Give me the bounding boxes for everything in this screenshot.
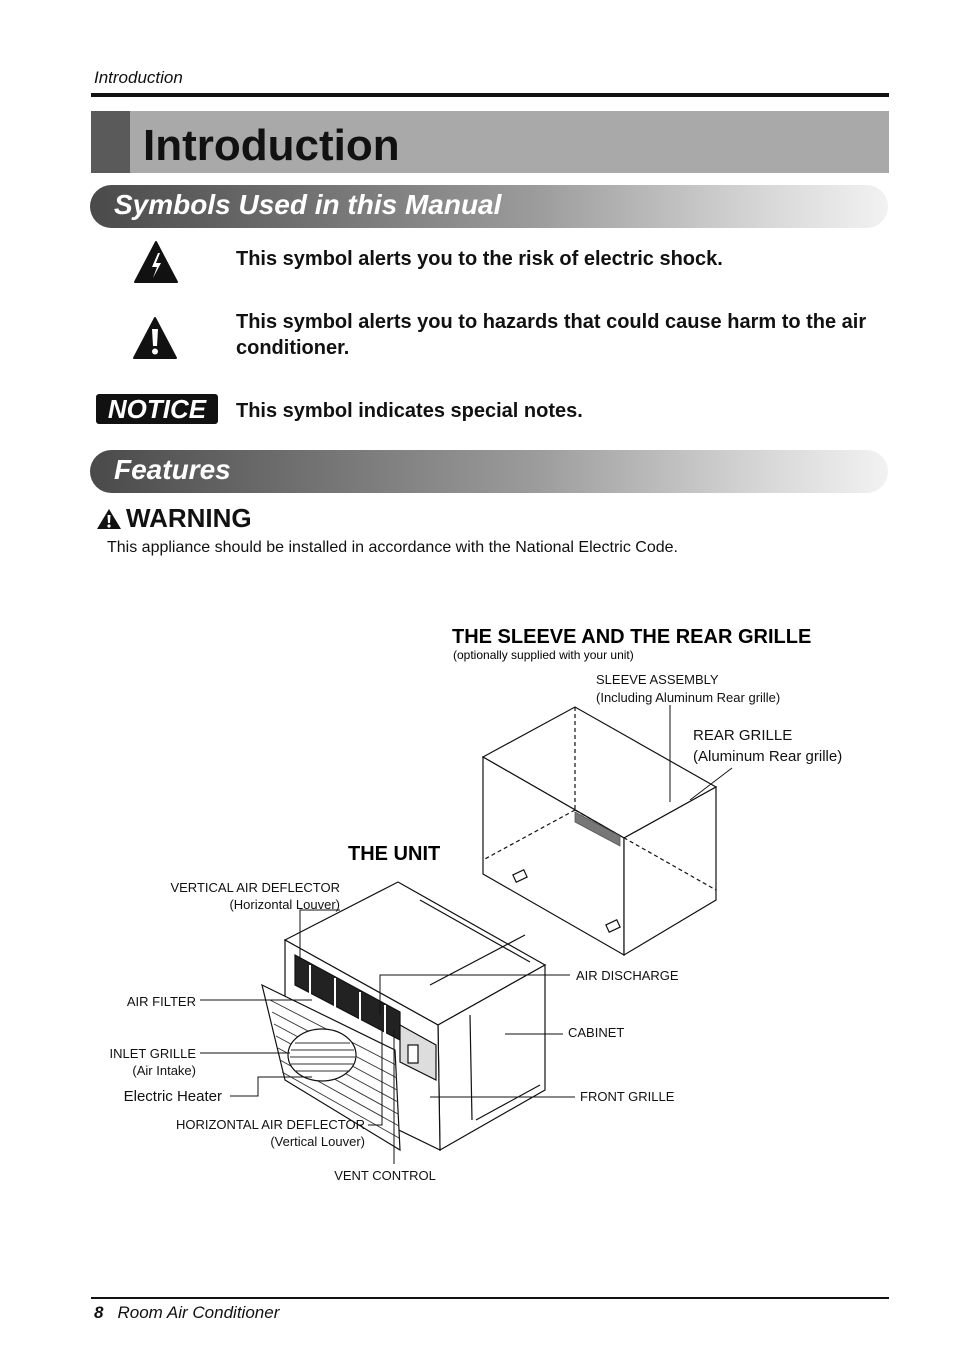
label-front-grille: FRONT GRILLE bbox=[580, 1089, 675, 1104]
symbol-text-hazard: This symbol alerts you to hazards that could cause harm to the air conditioner. bbox=[236, 311, 867, 359]
section-bar-features bbox=[90, 450, 888, 493]
label-vertical-deflector: VERTICAL AIR DEFLECTOR bbox=[170, 880, 340, 895]
header-rule bbox=[91, 93, 889, 97]
notice-badge: NOTICE bbox=[96, 394, 218, 424]
warning-triangle-icon bbox=[96, 508, 122, 530]
unit-diagram bbox=[0, 600, 954, 1220]
sleeve-assembly-drawing bbox=[483, 707, 716, 955]
label-electric-heater: Electric Heater bbox=[123, 1088, 222, 1105]
warning-heading bbox=[96, 503, 252, 534]
section-heading-features: Features bbox=[114, 454, 231, 485]
hazard-warning-icon bbox=[132, 316, 178, 360]
section-bar-symbols bbox=[90, 185, 888, 228]
page-title-bar bbox=[91, 111, 889, 173]
label-inlet-grille: INLET GRILLE bbox=[109, 1046, 196, 1061]
label-rear-grille: REAR GRILLE bbox=[693, 727, 793, 744]
page-footer bbox=[94, 1303, 279, 1323]
symbol-text-notice: This symbol indicates special notes. bbox=[236, 400, 583, 422]
section-heading-symbols: Symbols Used in this Manual bbox=[114, 189, 502, 220]
symbol-text-shock: This symbol alerts you to the risk of electric shock. bbox=[236, 248, 723, 270]
label-air-filter: AIR FILTER bbox=[126, 994, 196, 1009]
running-header: Introduction bbox=[94, 68, 183, 87]
label-cabinet: CABINET bbox=[568, 1025, 625, 1040]
unit-title: THE UNIT bbox=[348, 843, 441, 865]
warning-text: This appliance should be installed in accordance with the National Electric Code. bbox=[107, 539, 678, 556]
label-rear-grille-sub: (Aluminum Rear grille) bbox=[693, 748, 843, 765]
air-conditioner-unit-drawing bbox=[262, 882, 545, 1150]
label-inlet-grille-sub: (Air Intake) bbox=[132, 1063, 196, 1078]
electric-shock-warning-icon bbox=[133, 240, 179, 284]
footer-rule bbox=[91, 1297, 889, 1299]
label-horizontal-deflector: HORIZONTAL AIR DEFLECTOR bbox=[175, 1117, 365, 1132]
label-sleeve-assembly-sub: (Including Aluminum Rear grille) bbox=[596, 690, 781, 705]
label-horizontal-deflector-sub: (Vertical Louver) bbox=[270, 1134, 365, 1149]
label-sleeve-assembly: SLEEVE ASSEMBLY bbox=[596, 672, 719, 687]
label-air-discharge: AIR DISCHARGE bbox=[576, 968, 679, 983]
label-vent-control: VENT CONTROL bbox=[334, 1168, 436, 1183]
page-title: Introduction bbox=[143, 121, 400, 170]
sleeve-subtitle: (optionally supplied with your unit) bbox=[453, 648, 634, 662]
page-number: 8 bbox=[94, 1303, 104, 1322]
sleeve-title: THE SLEEVE AND THE REAR GRILLE bbox=[452, 626, 812, 648]
footer-title: Room Air Conditioner bbox=[117, 1303, 280, 1322]
label-vertical-deflector-sub: (Horizontal Louver) bbox=[229, 897, 340, 912]
title-tab bbox=[91, 111, 130, 173]
warning-label: WARNING bbox=[126, 503, 252, 533]
